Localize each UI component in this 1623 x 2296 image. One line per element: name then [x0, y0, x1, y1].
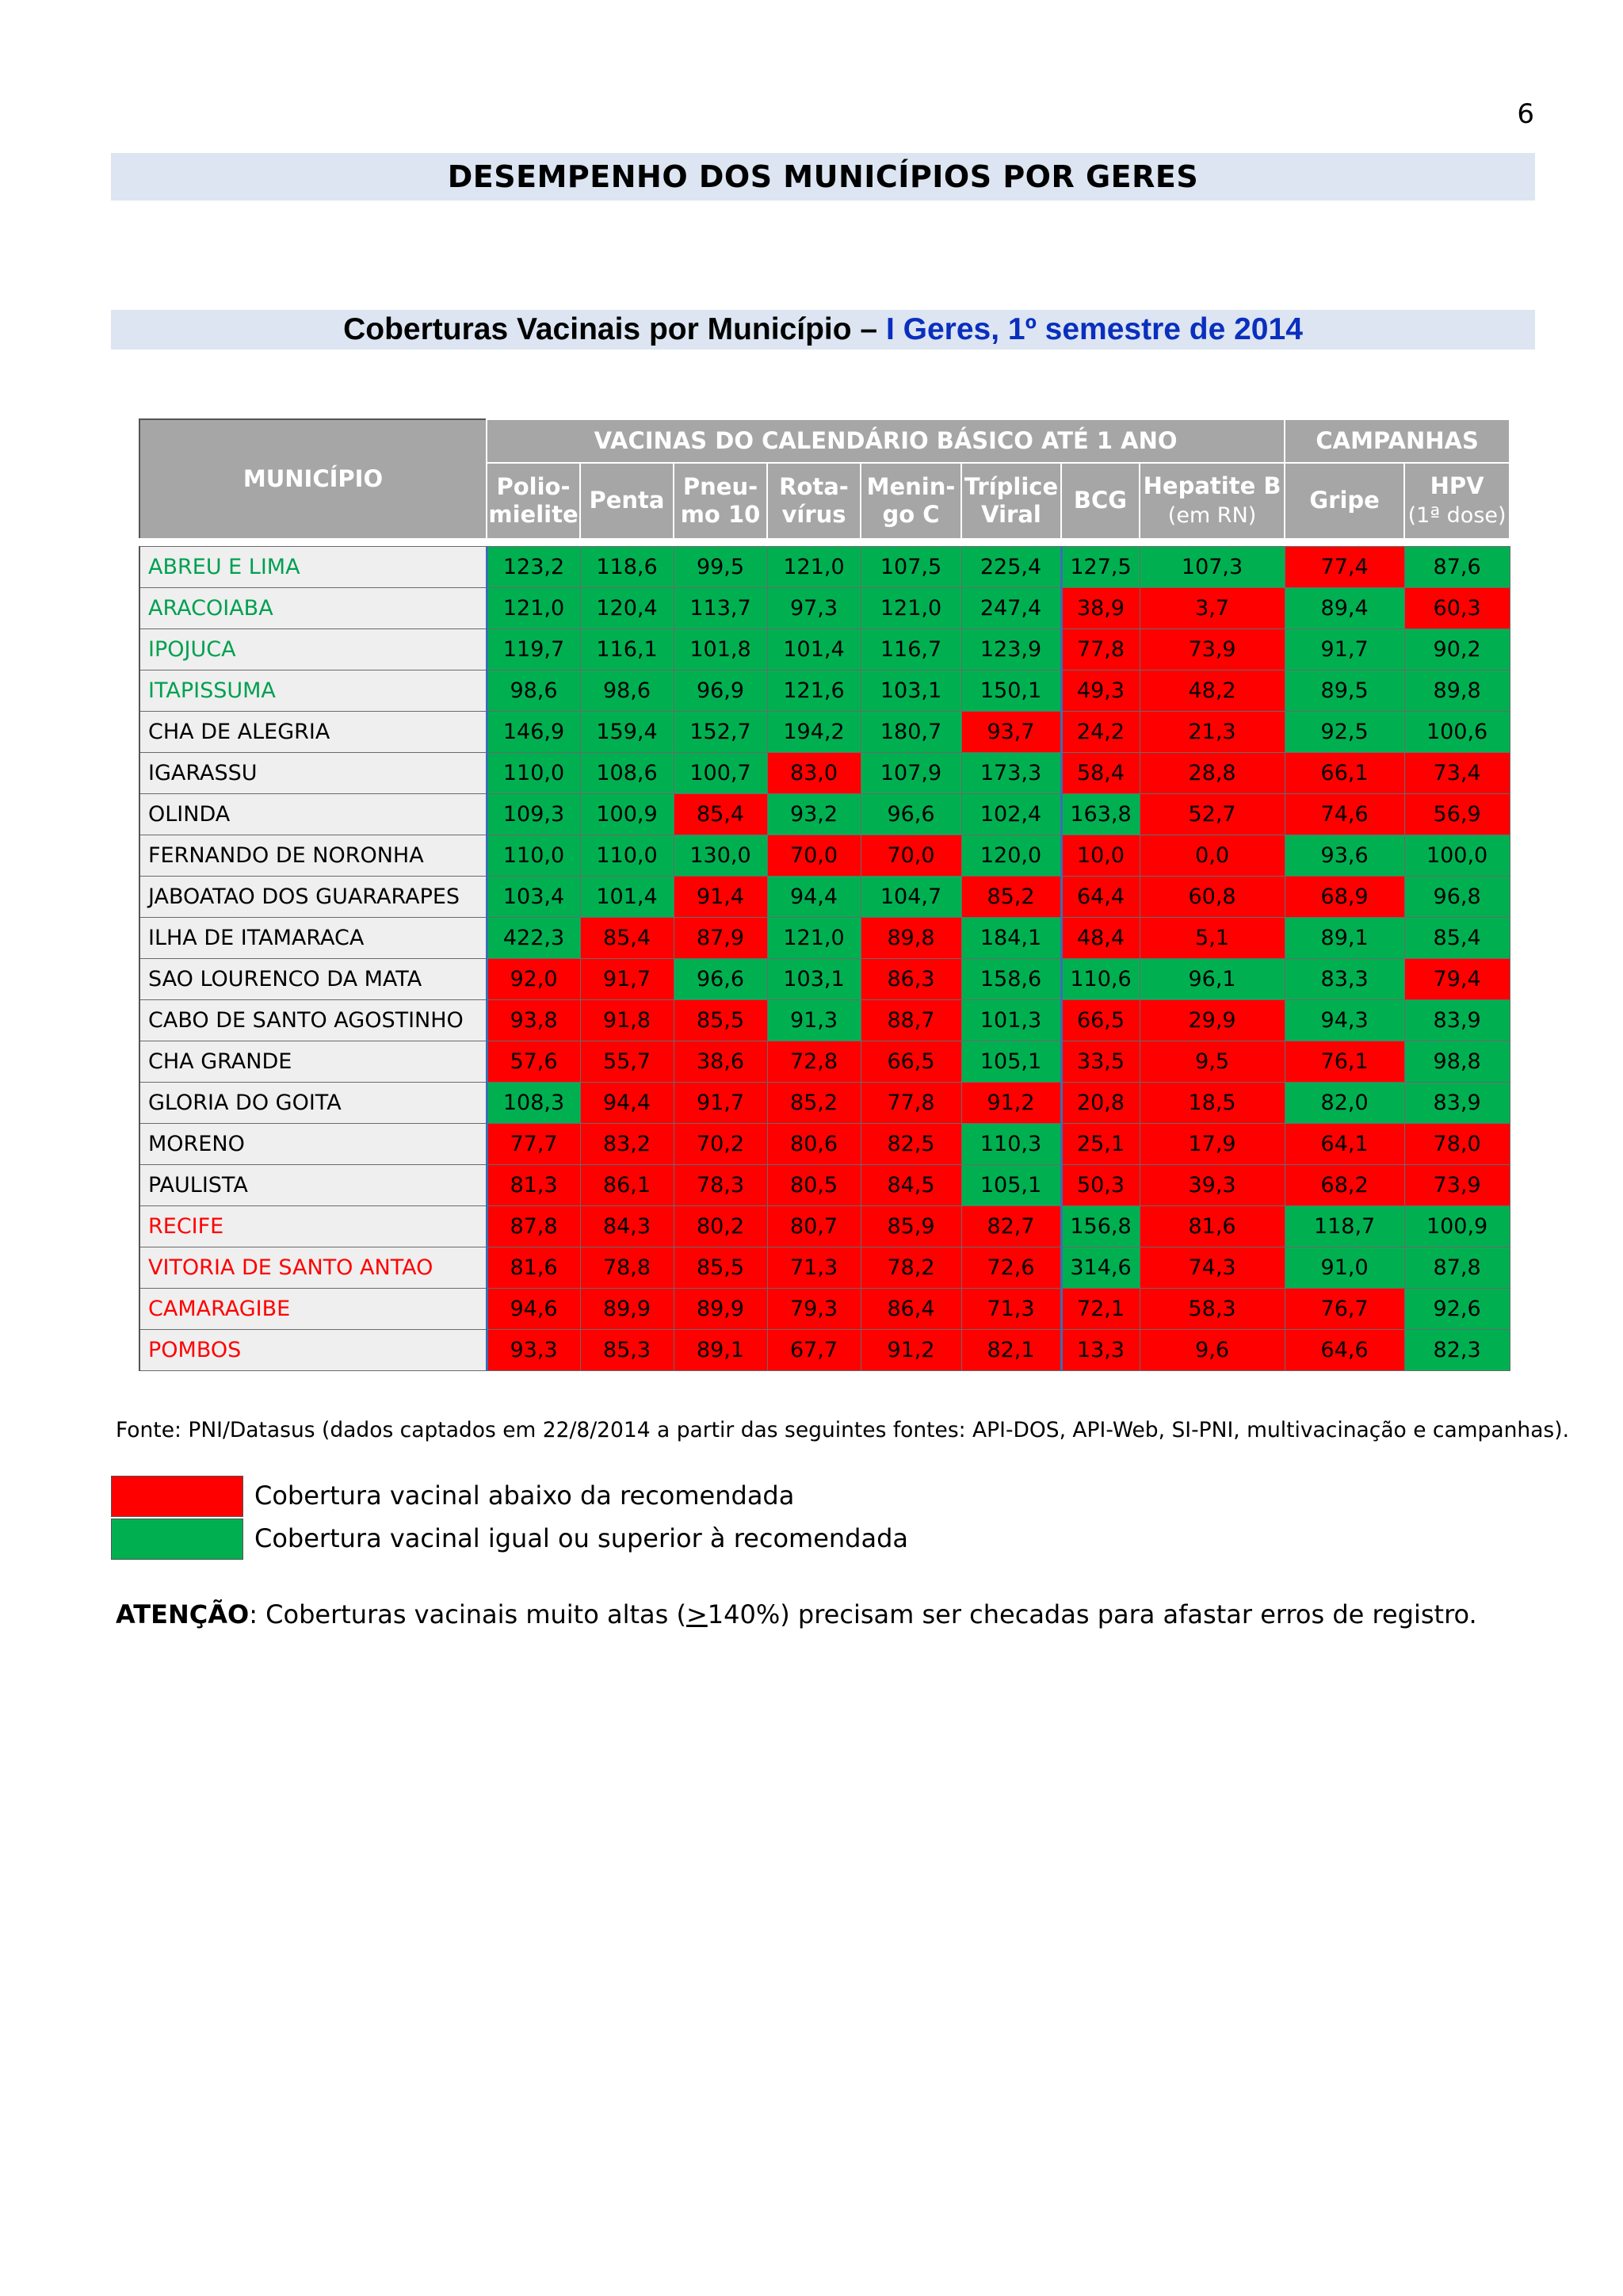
coverage-cell: 17,9 [1140, 1124, 1285, 1165]
col-header-line1: BCG [1073, 487, 1128, 514]
coverage-cell: 50,3 [1061, 1165, 1140, 1206]
coverage-cell: 102,4 [961, 794, 1061, 835]
coverage-cell: 98,6 [487, 670, 580, 712]
coverage-cell: 83,3 [1285, 959, 1404, 1000]
coverage-table-wrap [139, 418, 1510, 1371]
coverage-cell: 93,2 [767, 794, 861, 835]
coverage-cell: 5,1 [1140, 918, 1285, 959]
legend-label-above: Cobertura vacinal igual ou superior à recomendada [254, 1523, 908, 1553]
coverage-cell: 80,5 [767, 1165, 861, 1206]
coverage-cell: 119,7 [487, 629, 580, 670]
coverage-cell: 38,6 [674, 1041, 767, 1083]
coverage-cell: 13,3 [1061, 1330, 1140, 1371]
coverage-cell: 107,9 [861, 753, 961, 794]
coverage-cell: 24,2 [1061, 712, 1140, 753]
col-header-triplice-viral [961, 463, 1061, 539]
coverage-table [139, 418, 1510, 1371]
municipio-name: RECIFE [139, 1206, 487, 1247]
coverage-cell: 92,5 [1285, 712, 1404, 753]
subtitle-prefix: Coberturas Vacinais por Município – [343, 312, 878, 346]
coverage-cell: 93,3 [487, 1330, 580, 1371]
municipio-name: CHA GRANDE [139, 1041, 487, 1083]
section-title: DESEMPENHO DOS MUNICÍPIOS POR GERES [111, 153, 1535, 201]
coverage-cell: 64,6 [1285, 1330, 1404, 1371]
coverage-cell: 105,1 [961, 1041, 1061, 1083]
municipio-name: FERNANDO DE NORONHA [139, 835, 487, 877]
table-row [139, 1124, 1510, 1165]
coverage-cell: 101,4 [767, 629, 861, 670]
coverage-cell: 180,7 [861, 712, 961, 753]
coverage-cell: 91,2 [861, 1330, 961, 1371]
coverage-cell: 91,7 [674, 1083, 767, 1124]
coverage-cell: 85,2 [767, 1083, 861, 1124]
legend-label-below: Cobertura vacinal abaixo da recomendada [254, 1480, 795, 1511]
coverage-cell: 87,8 [487, 1206, 580, 1247]
coverage-cell: 9,5 [1140, 1041, 1285, 1083]
table-row [139, 629, 1510, 670]
coverage-cell: 85,4 [674, 794, 767, 835]
coverage-cell: 87,9 [674, 918, 767, 959]
coverage-cell: 118,7 [1285, 1206, 1404, 1247]
coverage-cell: 110,0 [580, 835, 674, 877]
coverage-cell: 20,8 [1061, 1083, 1140, 1124]
coverage-cell: 85,3 [580, 1330, 674, 1371]
coverage-cell: 52,7 [1140, 794, 1285, 835]
coverage-cell: 78,2 [861, 1247, 961, 1289]
coverage-cell: 127,5 [1061, 547, 1140, 588]
coverage-cell: 79,3 [767, 1289, 861, 1330]
coverage-cell: 0,0 [1140, 835, 1285, 877]
basic-calendar-header: VACINAS DO CALENDÁRIO BÁSICO ATÉ 1 ANO [487, 419, 1285, 463]
coverage-cell: 86,4 [861, 1289, 961, 1330]
legend-swatch-red [111, 1476, 243, 1517]
coverage-cell: 74,3 [1140, 1247, 1285, 1289]
coverage-cell: 77,8 [1061, 629, 1140, 670]
coverage-cell: 89,5 [1285, 670, 1404, 712]
coverage-cell: 3,7 [1140, 588, 1285, 629]
coverage-cell: 163,8 [1061, 794, 1140, 835]
col-header-line1: Penta [589, 487, 665, 514]
coverage-cell: 71,3 [961, 1289, 1061, 1330]
municipio-name: CABO DE SANTO AGOSTINHO [139, 1000, 487, 1041]
table-row [139, 1165, 1510, 1206]
coverage-cell: 120,4 [580, 588, 674, 629]
coverage-cell: 108,6 [580, 753, 674, 794]
table-row [139, 753, 1510, 794]
coverage-cell: 33,5 [1061, 1041, 1140, 1083]
coverage-cell: 146,9 [487, 712, 580, 753]
coverage-cell: 100,7 [674, 753, 767, 794]
coverage-cell: 247,4 [961, 588, 1061, 629]
coverage-cell: 150,1 [961, 670, 1061, 712]
subtitle-highlight: I Geres, 1º semestre de 2014 [885, 312, 1303, 346]
table-row [139, 1000, 1510, 1041]
coverage-cell: 422,3 [487, 918, 580, 959]
coverage-cell: 96,8 [1404, 877, 1510, 918]
coverage-cell: 29,9 [1140, 1000, 1285, 1041]
coverage-cell: 78,8 [580, 1247, 674, 1289]
coverage-cell: 58,3 [1140, 1289, 1285, 1330]
coverage-cell: 130,0 [674, 835, 767, 877]
table-row [139, 877, 1510, 918]
col-header-line1: Menin- [866, 472, 956, 500]
coverage-cell: 85,4 [1404, 918, 1510, 959]
coverage-cell: 82,7 [961, 1206, 1061, 1247]
coverage-cell: 89,1 [674, 1330, 767, 1371]
coverage-cell: 83,0 [767, 753, 861, 794]
coverage-cell: 94,4 [767, 877, 861, 918]
coverage-cell: 93,7 [961, 712, 1061, 753]
coverage-cell: 39,3 [1140, 1165, 1285, 1206]
coverage-cell: 97,3 [767, 588, 861, 629]
coverage-cell: 80,2 [674, 1206, 767, 1247]
table-row [139, 1041, 1510, 1083]
municipio-name: MORENO [139, 1124, 487, 1165]
coverage-cell: 57,6 [487, 1041, 580, 1083]
coverage-cell: 100,9 [580, 794, 674, 835]
table-row [139, 1247, 1510, 1289]
coverage-cell: 18,5 [1140, 1083, 1285, 1124]
coverage-cell: 107,5 [861, 547, 961, 588]
coverage-cell: 64,1 [1285, 1124, 1404, 1165]
coverage-cell: 103,4 [487, 877, 580, 918]
coverage-cell: 83,2 [580, 1124, 674, 1165]
municipio-name: ILHA DE ITAMARACA [139, 918, 487, 959]
coverage-cell: 70,0 [861, 835, 961, 877]
coverage-cell: 89,4 [1285, 588, 1404, 629]
municipio-name: CAMARAGIBE [139, 1289, 487, 1330]
coverage-cell: 82,3 [1404, 1330, 1510, 1371]
coverage-cell: 83,9 [1404, 1083, 1510, 1124]
coverage-cell: 9,6 [1140, 1330, 1285, 1371]
coverage-cell: 121,0 [767, 918, 861, 959]
coverage-cell: 156,8 [1061, 1206, 1140, 1247]
campaigns-header: CAMPANHAS [1285, 419, 1510, 463]
col-header-line1: Pneu- [682, 472, 758, 500]
coverage-cell: 89,9 [580, 1289, 674, 1330]
coverage-cell: 80,7 [767, 1206, 861, 1247]
coverage-cell: 85,5 [674, 1000, 767, 1041]
coverage-cell: 87,6 [1404, 547, 1510, 588]
col-header-line2: (em RN) [1167, 502, 1257, 528]
col-header-line2: go C [882, 501, 940, 528]
coverage-cell: 123,2 [487, 547, 580, 588]
coverage-cell: 91,2 [961, 1083, 1061, 1124]
coverage-cell: 74,6 [1285, 794, 1404, 835]
coverage-cell: 84,5 [861, 1165, 961, 1206]
coverage-cell: 21,3 [1140, 712, 1285, 753]
coverage-cell: 120,0 [961, 835, 1061, 877]
coverage-cell: 81,6 [487, 1247, 580, 1289]
coverage-cell: 94,3 [1285, 1000, 1404, 1041]
coverage-cell: 314,6 [1061, 1247, 1140, 1289]
col-header-meningo [861, 463, 961, 539]
table-subtitle [111, 310, 1535, 350]
coverage-cell: 99,5 [674, 547, 767, 588]
coverage-cell: 71,3 [767, 1247, 861, 1289]
coverage-cell: 81,3 [487, 1165, 580, 1206]
coverage-cell: 80,6 [767, 1124, 861, 1165]
coverage-cell: 28,8 [1140, 753, 1285, 794]
coverage-cell: 152,7 [674, 712, 767, 753]
coverage-cell: 82,0 [1285, 1083, 1404, 1124]
col-header-gripe [1285, 463, 1404, 539]
coverage-cell: 96,6 [674, 959, 767, 1000]
coverage-cell: 89,9 [674, 1289, 767, 1330]
table-row [139, 918, 1510, 959]
coverage-cell: 56,9 [1404, 794, 1510, 835]
coverage-cell: 98,6 [580, 670, 674, 712]
coverage-cell: 91,0 [1285, 1247, 1404, 1289]
municipio-name: JABOATAO DOS GUARARAPES [139, 877, 487, 918]
table-row [139, 959, 1510, 1000]
coverage-cell: 121,0 [861, 588, 961, 629]
coverage-cell: 87,8 [1404, 1247, 1510, 1289]
attention-label: ATENÇÃO [116, 1599, 250, 1629]
coverage-cell: 118,6 [580, 547, 674, 588]
coverage-cell: 110,6 [1061, 959, 1140, 1000]
coverage-cell: 86,3 [861, 959, 961, 1000]
coverage-cell: 89,8 [861, 918, 961, 959]
coverage-cell: 89,1 [1285, 918, 1404, 959]
coverage-cell: 85,5 [674, 1247, 767, 1289]
coverage-cell: 93,8 [487, 1000, 580, 1041]
coverage-cell: 60,3 [1404, 588, 1510, 629]
municipio-name: PAULISTA [139, 1165, 487, 1206]
coverage-cell: 109,3 [487, 794, 580, 835]
col-header-line1: Gripe [1309, 487, 1380, 514]
coverage-cell: 113,7 [674, 588, 767, 629]
coverage-cell: 91,7 [1285, 629, 1404, 670]
coverage-cell: 225,4 [961, 547, 1061, 588]
col-header-line2: mielite [488, 501, 579, 528]
coverage-cell: 91,7 [580, 959, 674, 1000]
coverage-cell: 121,0 [767, 547, 861, 588]
coverage-cell: 73,4 [1404, 753, 1510, 794]
coverage-cell: 66,1 [1285, 753, 1404, 794]
coverage-cell: 86,1 [580, 1165, 674, 1206]
coverage-cell: 101,3 [961, 1000, 1061, 1041]
coverage-cell: 60,8 [1140, 877, 1285, 918]
coverage-cell: 10,0 [1061, 835, 1140, 877]
col-header-poliomielite [487, 463, 580, 539]
col-header-line1: Polio- [496, 472, 571, 500]
coverage-cell: 77,4 [1285, 547, 1404, 588]
coverage-cell: 110,3 [961, 1124, 1061, 1165]
coverage-cell: 58,4 [1061, 753, 1140, 794]
coverage-cell: 64,4 [1061, 877, 1140, 918]
coverage-cell: 67,7 [767, 1330, 861, 1371]
coverage-cell: 66,5 [861, 1041, 961, 1083]
coverage-cell: 85,2 [961, 877, 1061, 918]
coverage-cell: 103,1 [767, 959, 861, 1000]
municipio-header: MUNICÍPIO [139, 419, 487, 539]
table-row [139, 670, 1510, 712]
page-number: 6 [1517, 98, 1534, 130]
coverage-cell: 77,7 [487, 1124, 580, 1165]
col-header-bcg [1061, 463, 1140, 539]
col-header-line2: vírus [781, 501, 846, 528]
col-header-hpv [1404, 463, 1510, 539]
coverage-cell: 76,1 [1285, 1041, 1404, 1083]
municipio-name: OLINDA [139, 794, 487, 835]
coverage-cell: 55,7 [580, 1041, 674, 1083]
table-row [139, 1289, 1510, 1330]
coverage-cell: 100,6 [1404, 712, 1510, 753]
coverage-cell: 77,8 [861, 1083, 961, 1124]
coverage-cell: 96,9 [674, 670, 767, 712]
coverage-cell: 91,4 [674, 877, 767, 918]
municipio-name: ARACOIABA [139, 588, 487, 629]
coverage-cell: 121,0 [487, 588, 580, 629]
coverage-cell: 158,6 [961, 959, 1061, 1000]
coverage-cell: 72,1 [1061, 1289, 1140, 1330]
coverage-cell: 107,3 [1140, 547, 1285, 588]
coverage-cell: 105,1 [961, 1165, 1061, 1206]
coverage-cell: 83,9 [1404, 1000, 1510, 1041]
coverage-cell: 78,0 [1404, 1124, 1510, 1165]
municipio-name: IGARASSU [139, 753, 487, 794]
municipio-name: IPOJUCA [139, 629, 487, 670]
col-header-pneumo [674, 463, 767, 539]
table-row [139, 835, 1510, 877]
table-row [139, 588, 1510, 629]
coverage-cell: 101,4 [580, 877, 674, 918]
municipio-name: ABREU E LIMA [139, 547, 487, 588]
coverage-cell: 79,4 [1404, 959, 1510, 1000]
coverage-cell: 85,4 [580, 918, 674, 959]
coverage-cell: 72,8 [767, 1041, 861, 1083]
col-header-line2: mo 10 [680, 501, 761, 528]
coverage-cell: 76,7 [1285, 1289, 1404, 1330]
coverage-cell: 92,6 [1404, 1289, 1510, 1330]
municipio-name: ITAPISSUMA [139, 670, 487, 712]
col-header-line1: Rota- [779, 472, 849, 500]
table-row [139, 1206, 1510, 1247]
coverage-cell: 92,0 [487, 959, 580, 1000]
coverage-cell: 98,8 [1404, 1041, 1510, 1083]
table-row [139, 794, 1510, 835]
municipio-name: VITORIA DE SANTO ANTAO [139, 1247, 487, 1289]
coverage-cell: 90,2 [1404, 629, 1510, 670]
coverage-cell: 110,0 [487, 753, 580, 794]
coverage-cell: 100,0 [1404, 835, 1510, 877]
table-row [139, 547, 1510, 588]
table-row [139, 1330, 1510, 1371]
coverage-cell: 88,7 [861, 1000, 961, 1041]
coverage-cell: 116,1 [580, 629, 674, 670]
coverage-cell: 93,6 [1285, 835, 1404, 877]
attention-text-before: : Coberturas vacinais muito altas ( [249, 1599, 686, 1629]
coverage-cell: 159,4 [580, 712, 674, 753]
coverage-cell: 81,6 [1140, 1206, 1285, 1247]
coverage-cell: 89,8 [1404, 670, 1510, 712]
coverage-cell: 194,2 [767, 712, 861, 753]
municipio-name: POMBOS [139, 1330, 487, 1371]
coverage-cell: 100,9 [1404, 1206, 1510, 1247]
coverage-cell: 103,1 [861, 670, 961, 712]
coverage-cell: 110,0 [487, 835, 580, 877]
table-row [139, 712, 1510, 753]
legend-swatch-green [111, 1519, 243, 1560]
table-row [139, 1083, 1510, 1124]
coverage-cell: 85,9 [861, 1206, 961, 1247]
coverage-cell: 123,9 [961, 629, 1061, 670]
col-header-line1: HPV [1430, 472, 1484, 500]
coverage-cell: 38,9 [1061, 588, 1140, 629]
attention-text-after: 140%) precisam ser checadas para afastar erros de registro. [707, 1599, 1477, 1629]
coverage-cell: 82,5 [861, 1124, 961, 1165]
coverage-cell: 70,0 [767, 835, 861, 877]
coverage-cell: 96,1 [1140, 959, 1285, 1000]
source-note: Fonte: PNI/Datasus (dados captados em 22/8/2014 a partir das seguintes fontes: API-DOS, API-Web, SI-PNI, multivacinação e campanhas). [116, 1418, 1569, 1442]
coverage-cell: 91,8 [580, 1000, 674, 1041]
coverage-cell: 116,7 [861, 629, 961, 670]
coverage-cell: 78,3 [674, 1165, 767, 1206]
coverage-cell: 48,2 [1140, 670, 1285, 712]
coverage-cell: 70,2 [674, 1124, 767, 1165]
municipio-name: SAO LOURENCO DA MATA [139, 959, 487, 1000]
coverage-cell: 91,3 [767, 1000, 861, 1041]
coverage-cell: 49,3 [1061, 670, 1140, 712]
col-header-line1: Hepatite B [1143, 472, 1281, 500]
coverage-cell: 68,2 [1285, 1165, 1404, 1206]
coverage-cell: 96,6 [861, 794, 961, 835]
attention-ge-symbol: > [685, 1599, 708, 1629]
municipio-name: CHA DE ALEGRIA [139, 712, 487, 753]
coverage-cell: 104,7 [861, 877, 961, 918]
col-header-hepatite-b [1140, 463, 1285, 539]
coverage-cell: 84,3 [580, 1206, 674, 1247]
coverage-cell: 94,4 [580, 1083, 674, 1124]
col-header-line2: Viral [981, 501, 1041, 528]
municipio-name: GLORIA DO GOITA [139, 1083, 487, 1124]
col-header-rotavirus [767, 463, 861, 539]
coverage-cell: 48,4 [1061, 918, 1140, 959]
coverage-cell: 82,1 [961, 1330, 1061, 1371]
coverage-cell: 68,9 [1285, 877, 1404, 918]
coverage-cell: 73,9 [1140, 629, 1285, 670]
coverage-cell: 66,5 [1061, 1000, 1140, 1041]
col-header-line2: (1ª dose) [1407, 502, 1507, 528]
header-spacer [139, 539, 1510, 547]
coverage-cell: 72,6 [961, 1247, 1061, 1289]
coverage-cell: 73,9 [1404, 1165, 1510, 1206]
coverage-cell: 94,6 [487, 1289, 580, 1330]
col-header-line1: Tríplice [964, 472, 1059, 500]
coverage-cell: 108,3 [487, 1083, 580, 1124]
col-header-penta [580, 463, 674, 539]
attention-note [116, 1599, 1477, 1629]
coverage-cell: 173,3 [961, 753, 1061, 794]
coverage-cell: 184,1 [961, 918, 1061, 959]
coverage-cell: 25,1 [1061, 1124, 1140, 1165]
coverage-cell: 121,6 [767, 670, 861, 712]
coverage-cell: 101,8 [674, 629, 767, 670]
group-header-row [139, 419, 1510, 463]
table-body [139, 547, 1510, 1371]
